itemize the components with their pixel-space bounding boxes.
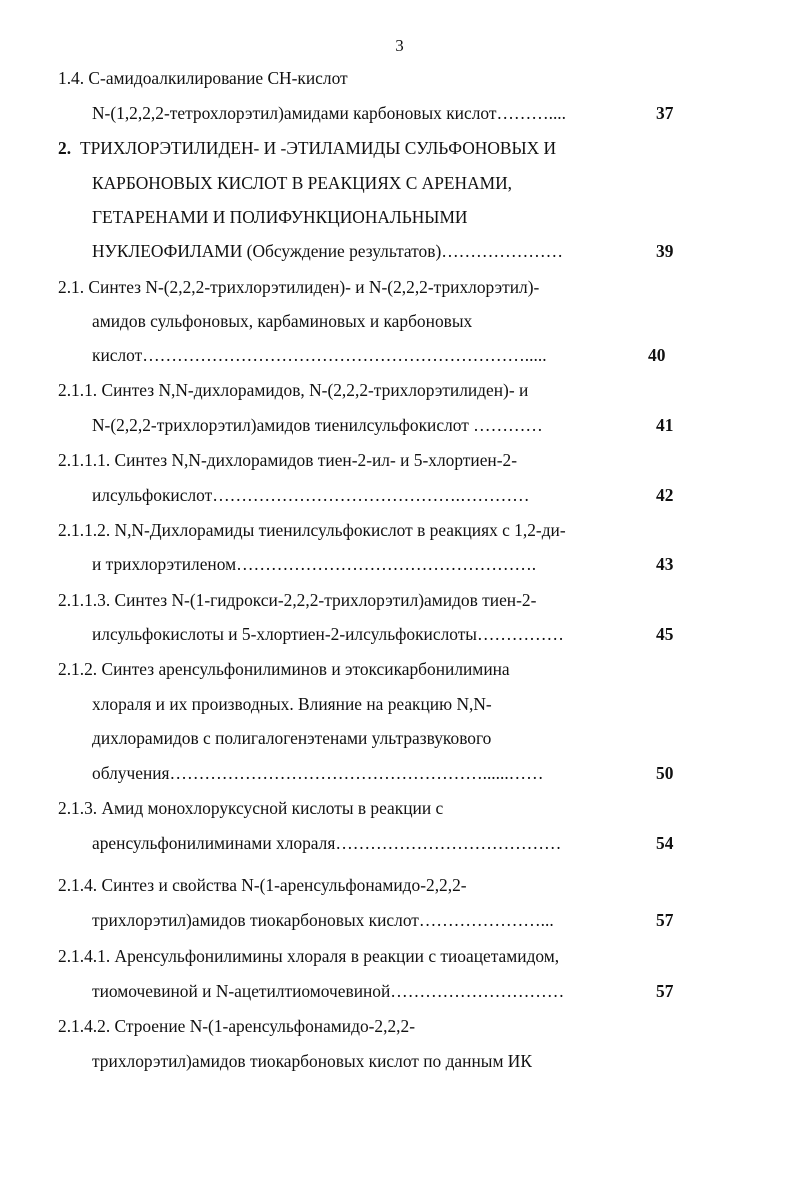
page-number: 3 <box>395 36 404 55</box>
toc-line-text: 2.1. Синтез N-(2,2,2-трихлорэтилиден)- и N-(2,2,2-трихлорэтил)- <box>58 277 540 297</box>
toc-line-text: НУКЛЕОФИЛАМИ (Обсуждение результатов)………………… <box>92 241 563 261</box>
toc-section-number: 2. <box>58 138 72 158</box>
toc-line-text: 2.1.4.2. Строение N-(1-аренсульфонамидо-2,2,2- <box>58 1016 416 1036</box>
toc-page-number: 37 <box>656 103 674 123</box>
toc-line-text: илсульфокислоты и 5-хлортиен-2-илсульфокислоты…………… <box>92 624 564 644</box>
toc-line-text: тиомочевиной и N-ацетилтиомочевиной………………………… <box>92 981 565 1001</box>
toc-page-number: 50 <box>656 763 674 783</box>
toc-line-text: амидов сульфоновых, карбаминовых и карбоновых <box>92 311 473 331</box>
toc-line-text: 2.1.1.1. Синтез N,N-дихлорамидов тиен-2-ил- и 5-хлортиен-2- <box>58 450 518 470</box>
toc-line-text: облучения………………………………………………......…… <box>92 763 544 783</box>
toc-line-text: трихлорэтил)амидов тиокарбоновых кислот по данным ИК <box>92 1051 532 1071</box>
toc-page-number: 39 <box>656 241 674 261</box>
toc-line-text: ТРИХЛОРЭТИЛИДЕН- И -ЭТИЛАМИДЫ СУЛЬФОНОВЫХ И <box>80 138 557 158</box>
toc-line-text: 2.1.4. Синтез и свойства N-(1-аренсульфонамидо-2,2,2- <box>58 875 467 895</box>
toc-line-text: 2.1.1.3. Синтез N-(1-гидрокси-2,2,2-трихлорэтил)амидов тиен-2- <box>58 590 537 610</box>
toc-line-text: N-(1,2,2,2-тетрохлорэтил)амидами карбоновых кислот……….... <box>92 103 567 123</box>
toc-page-number: 57 <box>656 910 674 930</box>
toc-line-text: 2.1.3. Амид монохлоруксусной кислоты в реакции с <box>58 798 444 818</box>
toc-line-text: трихлорэтил)амидов тиокарбоновых кислот…………………... <box>92 910 554 930</box>
toc-page-number: 42 <box>656 485 674 505</box>
toc-line-text: кислот…………………………………………………………..... <box>92 345 547 365</box>
toc-line-text: 2.1.1.2. N,N-Дихлорамиды тиенилсульфокислот в реакциях с 1,2-ди- <box>58 520 566 540</box>
toc-line-text: 2.1.1. Синтез N,N-дихлорамидов, N-(2,2,2-трихлорэтилиден)- и <box>58 380 529 400</box>
toc-line-text: ГЕТАРЕНАМИ И ПОЛИФУНКЦИОНАЛЬНЫМИ <box>92 207 468 227</box>
toc-line-text: 2.1.4.1. Аренсульфонилимины хлораля в реакции с тиоацетамидом, <box>58 946 560 966</box>
toc-line-text: КАРБОНОВЫХ КИСЛОТ В РЕАКЦИЯХ С АРЕНАМИ, <box>92 173 513 193</box>
toc-line-text: хлораля и их производных. Влияние на реакцию N,N- <box>92 694 492 714</box>
toc-page-number: 43 <box>656 554 674 574</box>
toc-line-text: и трихлорэтиленом……………………………………………. <box>92 554 537 574</box>
toc-line-text: 2.1.2. Синтез аренсульфонилиминов и этоксикарбонилимина <box>58 659 510 679</box>
toc-line-text: 1.4. С-амидоалкилирование СН-кислот <box>58 68 348 88</box>
toc-line-text: N-(2,2,2-трихлорэтил)амидов тиенилсульфокислот ………… <box>92 415 543 435</box>
toc-page-number: 45 <box>656 624 674 644</box>
toc-line-text: аренсульфонилиминами хлораля………………………………… <box>92 833 562 853</box>
toc-page-number: 57 <box>656 981 674 1001</box>
toc-page-number: 40 <box>648 345 666 365</box>
toc-page-number: 41 <box>656 415 674 435</box>
toc-line-text: дихлорамидов с полигалогенэтенами ультразвукового <box>92 728 492 748</box>
toc-line-text: илсульфокислот…………………………………….………… <box>92 485 530 505</box>
toc-page-number: 54 <box>656 833 674 853</box>
